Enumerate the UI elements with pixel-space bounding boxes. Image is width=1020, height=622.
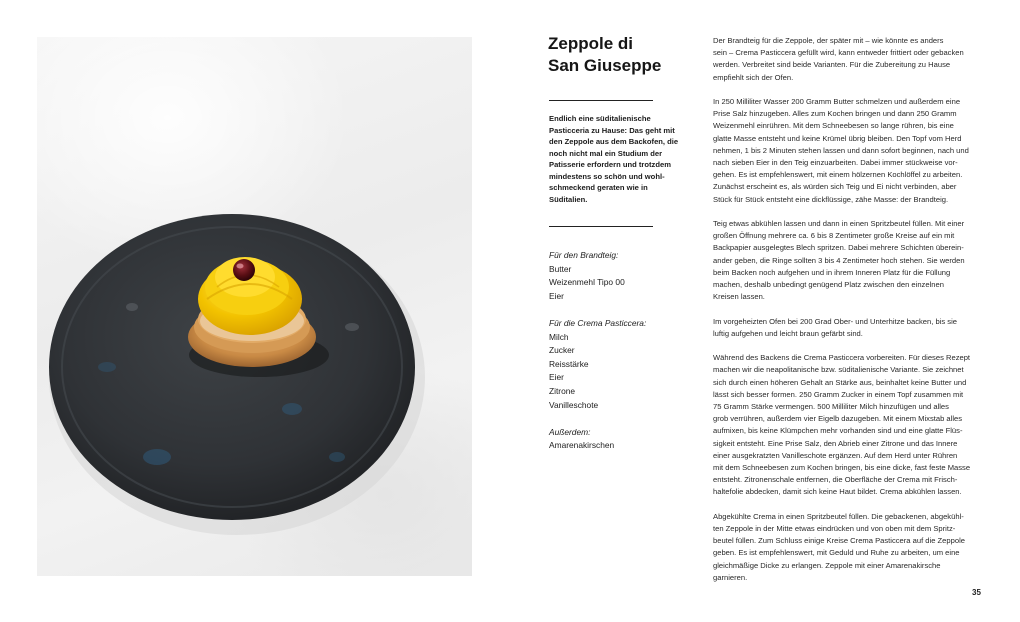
ingredient-item: Vanilleschote bbox=[549, 399, 599, 410]
ingredient-item: Zucker bbox=[549, 345, 575, 356]
instruction-line: einer ausgekratzten Vanilleschote ergänzen. Auf dem Herd unter Rühren bbox=[713, 450, 958, 460]
instruction-line: großen Öffnung mehrere ca. 6 bis 8 Zentimeter große Kreise auf ein mit bbox=[713, 231, 955, 241]
intro-line: noch nicht mal ein Studium der bbox=[549, 148, 663, 158]
instruction-line: nehmen, 1 bis 2 Minuten stehen lassen und dann sofort beginnen, nach und bbox=[713, 145, 969, 155]
instruction-line: 75 Gramm Stärke vermengen. 500 Milliliter Milch hinzufügen und alles bbox=[713, 402, 949, 412]
instruction-line: nach sieben Eier in den Teig einzuarbeiten. Dabei immer stückweise vor- bbox=[713, 158, 958, 168]
instruction-line: sein – Crema Pasticcera gefüllt wird, kann entweder frittiert oder gebacken bbox=[713, 48, 964, 58]
glaze-spot bbox=[345, 323, 359, 331]
instruction-line: Abgekühlte Crema in einen Spritzbeutel füllen. Die gebackenen, abgekühl- bbox=[713, 511, 964, 521]
ingredients-list bbox=[549, 249, 699, 467]
instruction-line: beutel füllen. Zum Schluss einige Kreise Crema Pasticcera auf die Zeppole bbox=[713, 536, 965, 546]
glaze-spot bbox=[282, 403, 302, 415]
instruction-line: haltefolie abdecken, damit sich keine Haut bildet. Crema abkühlen lassen. bbox=[713, 487, 962, 497]
instruction-line: empfiehlt sich der Ofen. bbox=[713, 72, 794, 82]
ingredient-item: Eier bbox=[549, 290, 564, 301]
zeppola-illustration bbox=[37, 37, 472, 576]
instruction-paragraph bbox=[713, 218, 985, 303]
intro-line: den Zeppole aus dem Backofen, die bbox=[549, 137, 679, 146]
instruction-line: mit dem Schneebesen zum Kochen bringen, bis eine dicke, fast feste Masse bbox=[713, 463, 971, 473]
ingredient-item: Reisstärke bbox=[549, 358, 589, 369]
amarena-cherry bbox=[233, 259, 255, 281]
instruction-line: Prise Salz hinzugeben. Alles zum Kochen bringen und dann 250 Gramm bbox=[713, 109, 957, 119]
instruction-line: grob verrühren, außerdem vier Eigelb dazugeben. Mit einem Mixstab alles bbox=[713, 414, 963, 424]
instruction-line: ten Zeppole in der Mitte etwas eindrücken und von oben mit dem Spritz- bbox=[713, 524, 956, 534]
instruction-line: werden. Verbreitet sind beide Varianten. Für die Zubereitung zu Hause bbox=[713, 60, 951, 70]
ingredient-item: Milch bbox=[549, 331, 569, 342]
instruction-line: beim Backen noch aufgehen und in ihrem Inneren Platz für die Füllung bbox=[713, 267, 951, 277]
instruction-line: Kreisen lassen. bbox=[713, 292, 765, 302]
instruction-line: sigkeit entsteht. Eine Prise Salz, den Abrieb einer Zitrone und das Innere bbox=[713, 438, 958, 448]
intro-line: schmeckend geraten wie in bbox=[549, 183, 648, 192]
intro-line: mindestens so schön und wohl- bbox=[549, 171, 665, 181]
instruction-paragraph bbox=[713, 96, 985, 206]
ingredient-group-ausserdem bbox=[549, 426, 699, 453]
instruction-line: Stück für Stück entsteht eine dickflüssige, zähe Masse: der Brandteig. bbox=[713, 194, 949, 204]
instruction-line: Teig etwas abkühlen lassen und dann in einen Spritzbeutel füllen. Mit einer bbox=[713, 219, 965, 229]
instruction-line: sich durch einen höheren Gehalt an Stärke aus, beinhaltet keine Butter und bbox=[713, 377, 967, 387]
instruction-paragraph bbox=[713, 316, 985, 340]
glaze-spot bbox=[126, 303, 138, 311]
ingredient-item: Zitrone bbox=[549, 385, 576, 396]
instruction-line: geben. Es ist empfehlenswert, mit Geduld und Ruhe zu arbeiten, um eine bbox=[713, 548, 960, 558]
intro-line: Patisserie erfordern und trotzdem bbox=[549, 160, 671, 169]
glaze-spot bbox=[143, 449, 171, 465]
instruction-line: glatte Masse entsteht und keine Krümel übrig bleiben. Den Topf vom Herd bbox=[713, 133, 962, 143]
instruction-line: luftig aufgehen und leicht braun gefärbt sind. bbox=[713, 328, 863, 338]
instruction-line: In 250 Milliliter Wasser 200 Gramm Butter schmelzen und außerdem eine bbox=[713, 97, 961, 106]
ingredient-group-crema bbox=[549, 317, 699, 412]
ingredient-group-brandteig bbox=[549, 249, 699, 303]
instruction-line: garnieren. bbox=[713, 572, 748, 582]
ingredient-group-heading: Für die Crema Pasticcera: bbox=[549, 317, 647, 328]
instruction-line: gleichmäßige Dicke zu erlangen. Zeppole mit einer Amarenakirsche bbox=[713, 560, 941, 570]
glaze-spot bbox=[329, 452, 345, 462]
instruction-line: Zunächst erscheint es, als würden sich Teig und Ei nicht verbinden, aber bbox=[713, 182, 957, 192]
intro-line: Endlich eine süditalienische bbox=[549, 114, 651, 123]
instruction-line: machen wir die neapolitanische bzw. süditalienische Variante. Sie zeichnet bbox=[713, 365, 964, 375]
instruction-line: entsteht. Zitronenschale entfernen, die Oberfläche der Crema mit Frisch- bbox=[713, 475, 958, 485]
divider-rule bbox=[549, 226, 653, 227]
divider-rule bbox=[549, 100, 653, 101]
food-photo bbox=[37, 37, 472, 576]
instruction-line: aufmixen, bis keine Klümpchen mehr vorhanden sind und eine glatte Flüs- bbox=[713, 426, 963, 436]
instruction-line: machen, deshalb unbedingt genügend Platz zwischen den einzelnen bbox=[713, 280, 944, 290]
instruction-line: Im vorgeheizten Ofen bei 200 Grad Ober- und Unterhitze backen, bis sie bbox=[713, 316, 957, 326]
instruction-line: lässt sich besser formen. 250 Gramm Zucker in einem Topf zusammen mit bbox=[713, 389, 964, 399]
instruction-line: Backpapier ausgelegtes Blech spritzen. Dabei mehrere Schichten überein- bbox=[713, 243, 964, 253]
ingredient-item: Eier bbox=[549, 372, 564, 383]
ingredient-item: Amarenakirschen bbox=[549, 440, 615, 451]
cherry-highlight bbox=[237, 264, 244, 269]
recipe-title-line: San Giuseppe bbox=[548, 56, 662, 75]
ingredient-group-heading: Für den Brandteig: bbox=[549, 250, 619, 260]
instruction-paragraph bbox=[713, 511, 985, 584]
instruction-line: ander geben, die Ringe sollten 3 bis 4 Zentimeter hoch stehen. Sie werden bbox=[713, 255, 965, 265]
ingredient-item: Weizenmehl Tipo 00 bbox=[549, 277, 625, 288]
glaze-spot bbox=[98, 362, 116, 372]
instruction-paragraph bbox=[713, 35, 985, 84]
instruction-line: gehen. Es ist empfehlenswert, mit einem hölzernen Kochlöffel zu arbeiten. bbox=[713, 170, 963, 180]
intro-line: Pasticceria zu Hause: Das geht mit bbox=[549, 125, 675, 135]
instruction-paragraph bbox=[713, 352, 985, 498]
instruction-line: Weizenmehl einrühren. Mit dem Schneebesen so lange rühren, bis eine bbox=[713, 121, 954, 131]
recipe-title bbox=[548, 33, 708, 77]
page-number: 35 bbox=[972, 588, 981, 597]
ingredient-group-heading: Außerdem: bbox=[549, 426, 591, 437]
instruction-line: Der Brandteig für die Zeppole, der später mit – wie könnte es anders bbox=[713, 36, 944, 45]
intro-text bbox=[549, 113, 679, 205]
instruction-line: Während des Backens die Crema Pasticcera vorbereiten. Für dieses Rezept bbox=[713, 353, 971, 363]
recipe-instructions bbox=[713, 35, 985, 596]
intro-line: Süditalien. bbox=[549, 194, 588, 204]
recipe-title-line: Zeppole di bbox=[548, 34, 633, 53]
ingredient-item: Butter bbox=[549, 263, 572, 274]
